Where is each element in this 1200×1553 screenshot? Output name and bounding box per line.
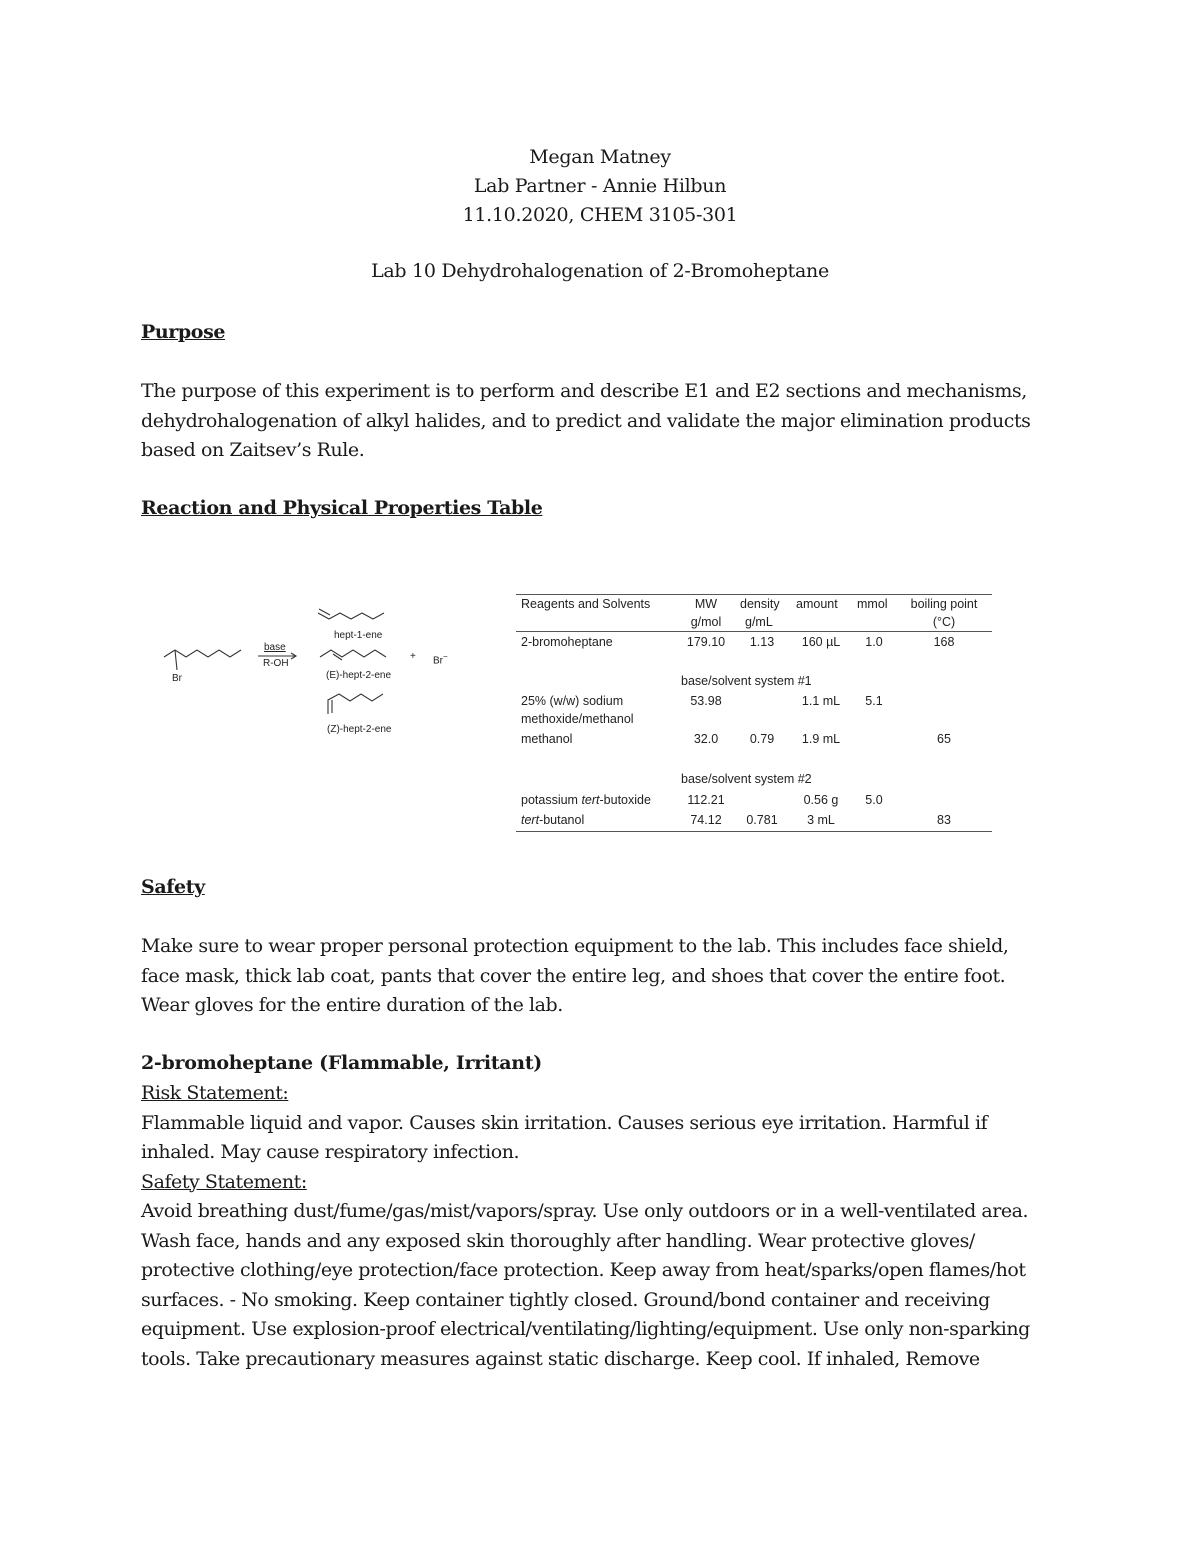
reaction-scheme-drawing: [150, 600, 470, 760]
header-boiling-point-unit: (°C): [932, 615, 956, 629]
e-hept-2-ene-double-bond: [333, 654, 342, 660]
row-bromoheptane-density: 1.13: [749, 635, 775, 649]
bromide-text: Br: [433, 655, 443, 667]
table-bottom-rule: [516, 831, 992, 832]
row-butanol-bp: 83: [937, 813, 951, 827]
date-course: 11.10.2020, CHEM 3105-301: [462, 204, 738, 226]
reaction-heading: Reaction and Physical Properties Table: [141, 497, 543, 519]
row-methanol-amount: 1.9 mL: [801, 732, 841, 746]
z-hept-2-ene-skeleton: [328, 694, 383, 714]
risk-statement-label: Risk Statement:: [141, 1082, 289, 1104]
safety-line: face mask, thick lab coat, pants that cover the entire leg, and shoes that cover the entire foot.: [141, 964, 1006, 987]
row-butanol-amount: 3 mL: [807, 813, 835, 827]
risk-line: inhaled. May cause respiratory infection.: [141, 1141, 520, 1163]
header-mmol: mmol: [857, 597, 888, 611]
row-methoxide-name-1: 25% (w/w) sodium: [521, 694, 624, 708]
safety-line: Make sure to wear proper personal protection equipment to the lab. This includes face shield,: [141, 935, 1009, 957]
purpose-line: dehydrohalogenation of alkyl halides, and to predict and validate the major elimination products: [141, 409, 1031, 432]
bromide-charge: −: [443, 652, 448, 661]
row-bromoheptane-amount: 160 µL: [801, 635, 841, 649]
row-methanol-bp: 65: [937, 732, 951, 746]
document-title: Lab 10 Dehydrohalogenation of 2-Bromoheptane: [371, 260, 829, 282]
row-butanol-density: 0.781: [746, 813, 778, 827]
reaction-scheme: [150, 600, 470, 760]
header-reagents: Reagents and Solvents: [521, 597, 651, 611]
safety-statement-label: Safety Statement:: [141, 1170, 307, 1193]
row-bromoheptane-bp: 168: [933, 635, 955, 649]
row-bromoheptane-name: 2-bromoheptane: [521, 635, 613, 649]
table-top-rule: [516, 594, 992, 595]
reagent-solvent-label: R-OH: [263, 658, 289, 669]
safety-line: Wear gloves for the entire duration of the lab.: [141, 994, 563, 1016]
safety-statement-line: equipment. Use explosion-proof electrical/ventilating/lighting/equipment. Use only non-sparking: [141, 1318, 1030, 1340]
row-butoxide-amount: 0.56 g: [803, 793, 839, 807]
header-mw: MW: [694, 597, 718, 611]
row-butoxide-name-post: -butoxide: [599, 793, 651, 807]
safety-statement-line: Avoid breathing dust/fume/gas/mist/vapors/spray. Use only outdoors or in a well-ventilated area.: [141, 1200, 1029, 1222]
hept-1-ene-label: hept-1-ene: [334, 630, 383, 641]
safety-statement-line: surfaces. - No smoking. Keep container tightly closed. Ground/bond container and receiving: [141, 1288, 990, 1311]
safety-statement-line: Wash face, hands and any exposed skin thoroughly after handling. Wear protective gloves/: [141, 1229, 975, 1252]
reactant-br-bond: [175, 650, 177, 670]
row-methoxide-amount: 1.1 mL: [801, 694, 841, 708]
chemical-heading: 2-bromoheptane (Flammable, Irritant): [141, 1052, 542, 1074]
row-bromoheptane-mw: 179.10: [686, 635, 726, 649]
reagent-base-label: [264, 642, 286, 653]
header-density: density: [740, 597, 780, 611]
system-2-label: base/solvent system #2: [681, 772, 812, 786]
lab-partner: Lab Partner - Annie Hilbun: [473, 175, 727, 197]
header-mw-unit: g/mol: [690, 615, 722, 629]
purpose-heading: Purpose: [141, 321, 226, 343]
row-butanol-name-post: -butanol: [539, 813, 585, 827]
row-methoxide-mmol: 5.1: [865, 694, 883, 708]
safety-statement-line: tools. Take precautionary measures against static discharge. Keep cool. If inhaled, Remove: [141, 1347, 980, 1370]
purpose-line: The purpose of this experiment is to perform and describe E1 and E2 sections and mechanisms,: [141, 380, 1027, 402]
e-hept-2-ene-label: (E)-hept-2-ene: [326, 670, 392, 681]
header-amount: amount: [796, 597, 838, 611]
row-butanol-name: [521, 813, 584, 827]
author-name: Megan Matney: [529, 146, 671, 168]
row-methanol-mw: 32.0: [693, 732, 719, 746]
table-header-rule: [516, 631, 992, 632]
chemical-details: [141, 1079, 1071, 1374]
purpose-paragraph: [141, 377, 1071, 466]
row-butoxide-name: [521, 793, 651, 807]
safety-paragraph: [141, 932, 1071, 1021]
row-methanol-density: 0.79: [749, 732, 775, 746]
system-1-label: base/solvent system #1: [681, 674, 812, 688]
plus-sign: +: [410, 651, 416, 662]
row-butanol-name-italic: tert: [521, 813, 540, 827]
row-butoxide-mw: 112.21: [687, 793, 725, 807]
purpose-line: based on Zaitsev’s Rule.: [141, 439, 365, 461]
reactant-br-label: Br: [172, 673, 182, 684]
row-butoxide-name-italic: tert: [581, 793, 600, 807]
risk-line: Flammable liquid and vapor. Causes skin irritation. Causes serious eye irritation. Harmful if: [141, 1111, 988, 1134]
row-methoxide-mw: 53.98: [690, 694, 722, 708]
header-boiling-point: boiling point: [910, 597, 978, 611]
safety-heading: Safety: [141, 876, 205, 898]
row-bromoheptane-mmol: 1.0: [865, 635, 883, 649]
z-hept-2-ene-label: (Z)-hept-2-ene: [327, 724, 392, 735]
bromide-label: [433, 652, 448, 666]
header-block: [0, 143, 1200, 230]
row-methoxide-name-2: methoxide/methanol: [521, 712, 634, 726]
reagent-base-text: base: [264, 642, 286, 653]
header-density-unit: g/mL: [745, 615, 773, 629]
e-hept-2-ene-skeleton: [320, 650, 386, 657]
safety-statement-line: protective clothing/eye protection/face protection. Keep away from heat/sparks/open flames/hot: [141, 1259, 1026, 1281]
row-butanol-mw: 74.12: [690, 813, 722, 827]
row-methanol-name: methanol: [521, 732, 573, 746]
row-butoxide-name-pre: potassium: [521, 793, 582, 807]
row-butoxide-mmol: 5.0: [865, 793, 883, 807]
